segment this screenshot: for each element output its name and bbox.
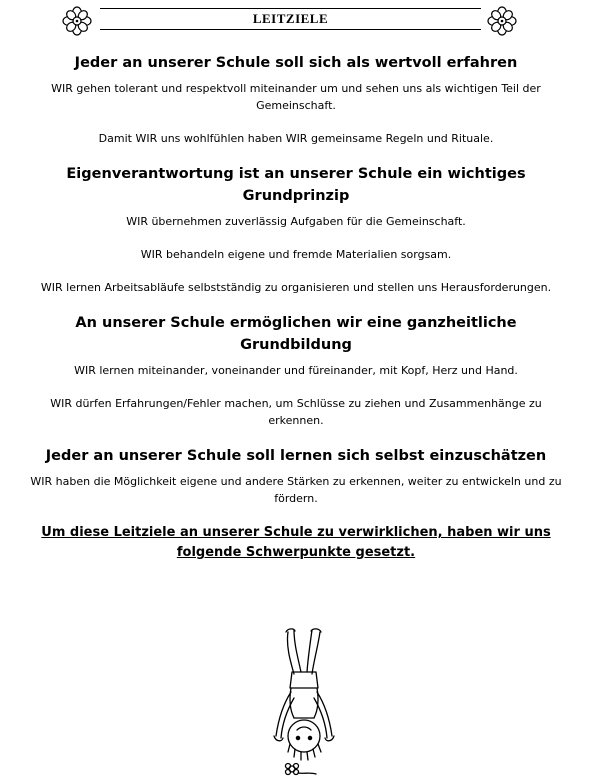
section-heading: Jeder an unserer Schule soll lernen sich selbst einzuschätzen <box>45 448 547 464</box>
section-paragraph: WIR lernen miteinander, voneinander und füreinander, mit Kopf, Herz und Hand. <box>74 364 518 377</box>
section-paragraph: Damit WIR uns wohlfühlen haben WIR gemeinsame Regeln und Rituale. <box>98 132 494 145</box>
section-paragraph: WIR lernen Arbeitsabläufe selbstständig zu organisieren und stellen uns Herausforderungen. <box>40 281 552 294</box>
section-holistic-education <box>30 312 562 429</box>
section-paragraph: WIR gehen tolerant und respektvoll miteinander um und sehen uns als wichtigen Teil der Gemeinschaft. <box>51 82 541 112</box>
section-self-worth <box>30 52 562 147</box>
page-title: LEITZIELE <box>252 11 329 26</box>
section-paragraph: WIR behandeln eigene und fremde Materialien sorgsam. <box>140 248 452 261</box>
section-self-responsibility <box>30 163 562 296</box>
page-content <box>30 52 562 563</box>
handstand-child-icon <box>264 626 344 778</box>
section-heading: Jeder an unserer Schule soll sich als wertvoll erfahren <box>74 55 518 71</box>
section-paragraph: WIR haben die Möglichkeit eigene und andere Stärken zu erkennen, weiter zu entwickeln und zu fördern. <box>30 475 562 505</box>
closing-statement: Um diese Leitziele an unserer Schule zu verwirklichen, haben wir uns folgende Schwerpunkte gesetzt. <box>41 525 551 560</box>
section-paragraph: WIR übernehmen zuverlässig Aufgaben für die Gemeinschaft. <box>126 215 466 228</box>
section-self-assessment <box>30 445 562 507</box>
page-header <box>0 0 592 40</box>
section-paragraph: WIR dürfen Erfahrungen/Fehler machen, um Schlüsse zu ziehen und Zusammenhänge zu erkennen. <box>50 397 542 427</box>
section-heading: An unserer Schule ermöglichen wir eine ganzheitliche Grundbildung <box>75 315 517 353</box>
flower-icon <box>62 6 92 36</box>
section-heading: Eigenverantwortung ist an unserer Schule ein wichtiges Grundprinzip <box>66 166 526 204</box>
title-banner <box>100 8 481 30</box>
flower-icon <box>487 6 517 36</box>
